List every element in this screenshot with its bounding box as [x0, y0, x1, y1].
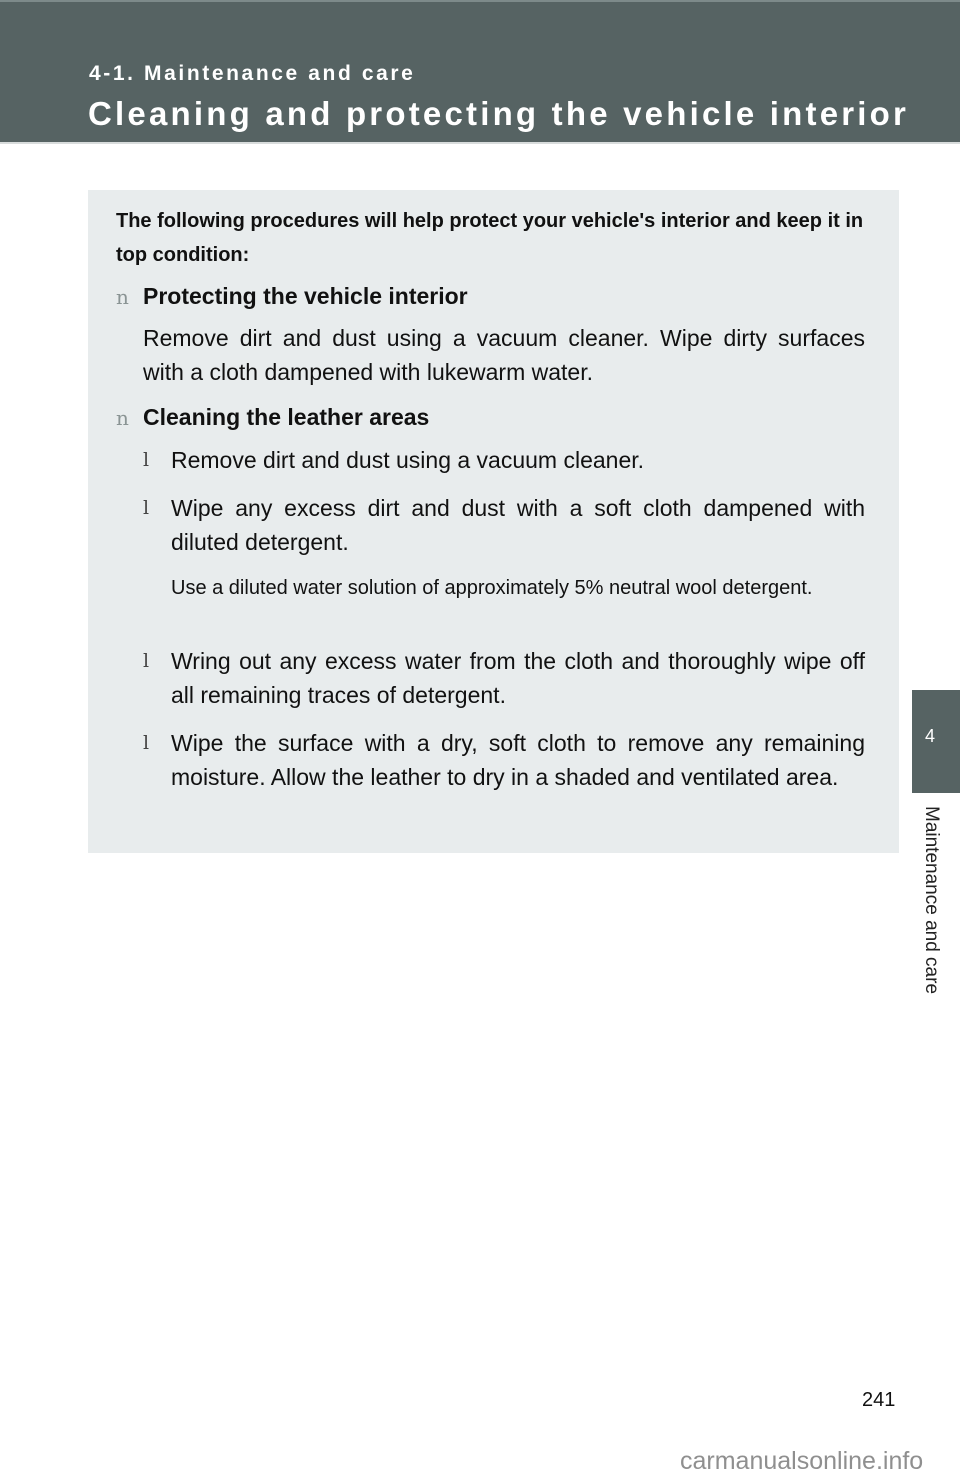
square-bullet-icon: n	[116, 406, 129, 430]
page-title: Cleaning and protecting the vehicle interior	[88, 95, 910, 132]
square-bullet-icon: n	[116, 285, 129, 309]
dot-bullet-icon: l	[143, 650, 150, 672]
section-heading-text: Cleaning the leather areas	[143, 404, 430, 430]
section-paragraph: Remove dirt and dust using a vacuum cleaner. Wipe dirty surfaces with a cloth dampened with lukewarm water.	[143, 325, 865, 385]
dot-bullet-icon: l	[143, 449, 150, 471]
list-item-text: Wipe the surface with a dry, soft cloth to remove any remaining moisture. Allow the leather to dry in a shaded and ventilated area.	[171, 730, 865, 790]
dot-bullet-icon: l	[143, 497, 150, 519]
list-item-text: Wring out any excess water from the cloth and thoroughly wipe off all remaining traces of detergent.	[171, 648, 865, 708]
page-number: 241	[862, 1389, 896, 1411]
intro-text: The following procedures will help protect your vehicle's interior and keep it in top condition:	[116, 210, 864, 266]
note-text: Use a diluted water solution of approximately 5% neutral wool detergent.	[171, 577, 813, 599]
chapter-tab[interactable]	[912, 690, 960, 793]
chapter-number: 4	[925, 726, 936, 746]
list-item	[143, 726, 865, 794]
page-header	[0, 0, 960, 144]
list-item	[143, 644, 865, 712]
watermark: carmanualsonline.info	[680, 1447, 924, 1475]
section-heading-protecting	[116, 283, 468, 310]
list-item-text: Wipe any excess dirt and dust with a soft cloth dampened with diluted detergent.	[171, 495, 865, 555]
dot-bullet-icon: l	[143, 732, 150, 754]
section-heading-leather	[116, 404, 429, 431]
list-item	[143, 491, 865, 559]
section-heading-text: Protecting the vehicle interior	[143, 283, 468, 309]
content-box	[88, 190, 899, 853]
list-item	[143, 443, 865, 477]
chapter-label: Maintenance and care	[921, 806, 942, 995]
list-item-text: Remove dirt and dust using a vacuum cleaner.	[171, 447, 645, 473]
section-label: 4-1. Maintenance and care	[89, 62, 416, 85]
